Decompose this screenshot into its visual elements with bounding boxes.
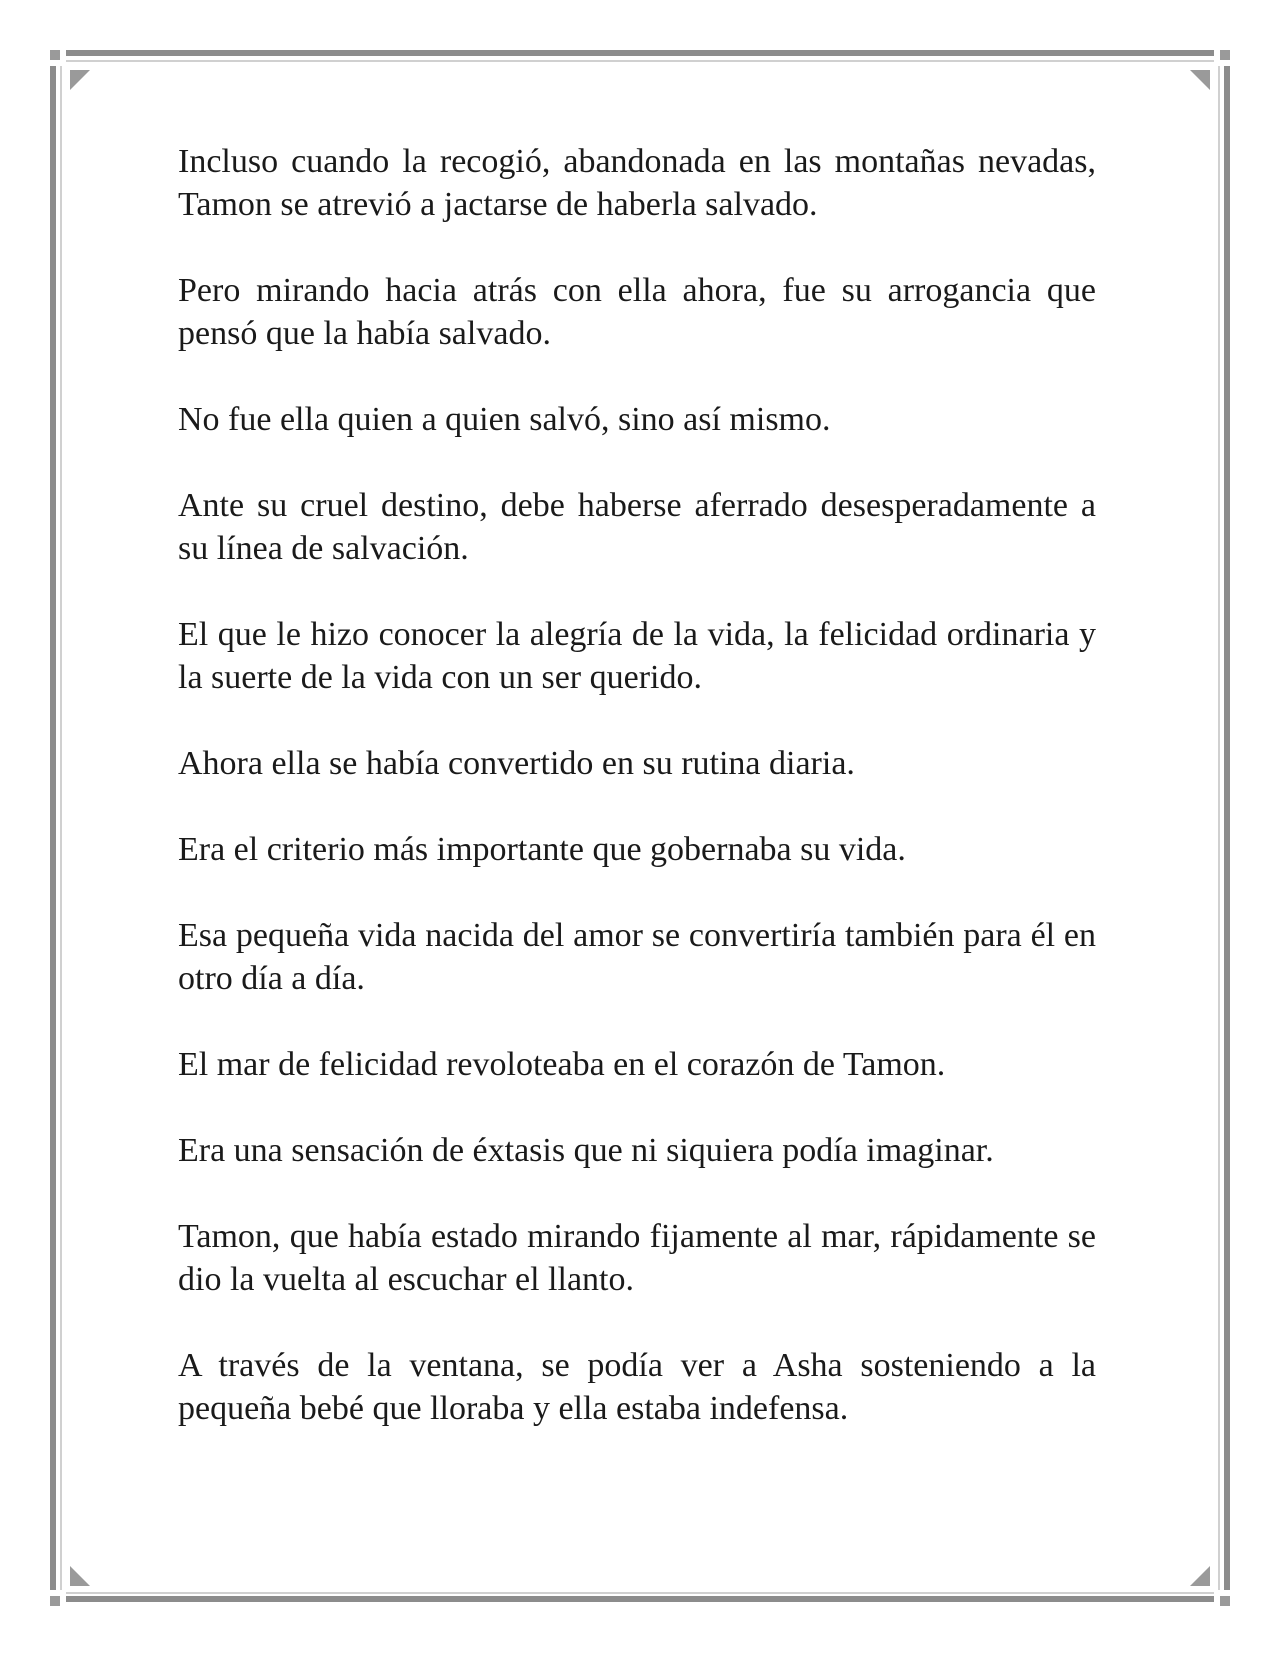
paragraph: A través de la ventana, se podía ver a Asha sosteniendo a la pequeña bebé que lloraba y ella estaba indefensa. xyxy=(178,1347,1096,1427)
paragraph: Era una sensación de éxtasis que ni siquiera podía imaginar. xyxy=(178,1132,994,1169)
paragraph: Era el criterio más importante que gobernaba su vida. xyxy=(178,831,906,868)
paragraph: No fue ella quien a quien salvó, sino así mismo. xyxy=(178,401,831,438)
paragraph: Esa pequeña vida nacida del amor se convertiría también para él en otro día a día. xyxy=(178,917,1096,997)
story-text xyxy=(178,140,1096,1473)
paragraph: El mar de felicidad revoloteaba en el corazón de Tamon. xyxy=(178,1046,946,1083)
paragraph: Incluso cuando la recogió, abandonada en las montañas nevadas, Tamon se atrevió a jactarse de haberla salvado. xyxy=(178,143,1096,223)
paragraph: Pero mirando hacia atrás con ella ahora, fue su arrogancia que pensó que la había salvado. xyxy=(178,272,1096,352)
paragraph: El que le hizo conocer la alegría de la vida, la felicidad ordinaria y la suerte de la vida con un ser querido. xyxy=(178,616,1096,696)
paragraph: Tamon, que había estado mirando fijamente al mar, rápidamente se dio la vuelta al escuchar el llanto. xyxy=(178,1218,1096,1298)
paragraph: Ante su cruel destino, debe haberse aferrado desesperadamente a su línea de salvación. xyxy=(178,487,1096,567)
paragraph: Ahora ella se había convertido en su rutina diaria. xyxy=(178,745,855,782)
